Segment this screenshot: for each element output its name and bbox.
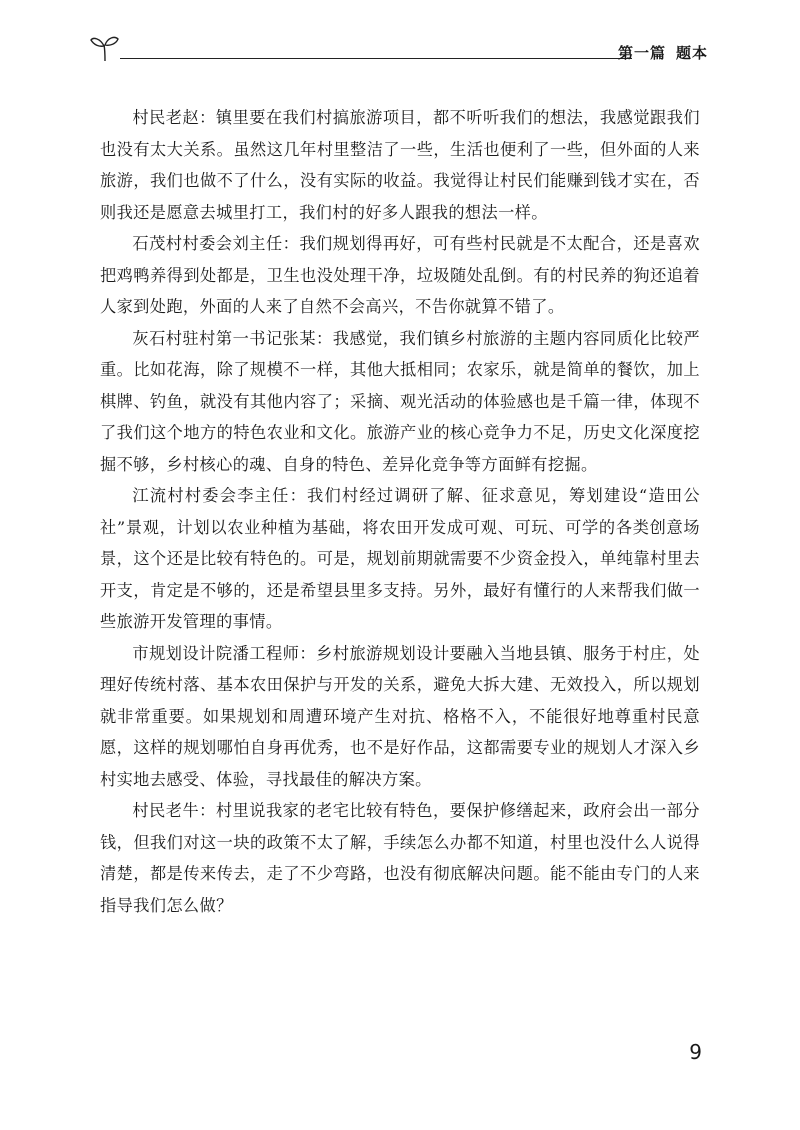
paragraph: 市规划设计院潘工程师：乡村旅游规划设计要融入当地县镇、服务于村庄，处理好传统村落、基本农田保护与开发的关系，避免大拆大建、无效投入，所以规划就非常重要。如果规划和周遭环境产生对抗、格格不入，不能很好地尊重村民意愿，这样的规划哪怕自身再优秀，也不是好作品，这都需要专业的规划人才深入乡村实地去感受、体验，寻找最佳的解决方案。	[100, 643, 700, 789]
running-head-part: 第一篇	[617, 44, 666, 62]
paragraph: 灰石村驻村第一书记张某：我感觉，我们镇乡村旅游的主题内容同质化比较严重。比如花海，除了规模不一样，其他大抵相同；农家乐，就是简单的餐饮，加上棋牌、钓鱼，就没有其他内容了；采摘、观光活动的体验感也是千篇一律，体现不了我们这个地方的特色农业和文化。旅游产业的核心竞争力不足，历史文化深度挖掘不够，乡村核心的魂、自身的特色、差异化竞争等方面鲜有挖掘。	[100, 328, 700, 474]
header-rule	[120, 58, 632, 59]
paragraph: 石茂村村委会刘主任：我们规划得再好，可有些村民就是不太配合，还是喜欢把鸡鸭养得到处都是，卫生也没处理干净，垃圾随处乱倒。有的村民养的狗还追着人家到处跑，外面的人来了自然不会高兴，不告你就算不错了。	[100, 234, 700, 316]
page-header	[82, 30, 708, 70]
running-head	[618, 42, 708, 63]
paragraph: 村民老牛：村里说我家的老宅比较有特色，要保护修缮起来，政府会出一部分钱，但我们对这一块的政策不太了解，手续怎么办都不知道，村里也没什么人说得清楚，都是传来传去，走了不少弯路，也没有彻底解决问题。能不能由专门的人来指导我们怎么做？	[100, 801, 700, 915]
page-number: 9	[689, 1040, 702, 1064]
running-head-title: 题本	[675, 44, 708, 62]
paragraph: 江流村村委会李主任：我们村经过调研了解、征求意见，筹划建设“造田公社”景观，计划以农业种植为基础，将农田开发成可观、可玩、可学的各类创意场景，这个还是比较有特色的。可是，规划前期就需要不少资金投入，单纯靠村里去开支，肯定是不够的，还是希望县里多支持。另外，最好有懂行的人来帮我们做一些旅游开发管理的事情。	[100, 486, 700, 631]
paragraph: 村民老赵：镇里要在我们村搞旅游项目，都不听听我们的想法，我感觉跟我们也没有太大关系。虽然这几年村里整洁了一些，生活也便利了一些，但外面的人来旅游，我们也做不了什么，没有实际的收益。我觉得让村民们能赚到钱才实在，否则我还是愿意去城里打工，我们村的好多人跟我的想法一样。	[100, 108, 700, 222]
sprout-icon	[90, 34, 120, 62]
body-text	[100, 102, 700, 921]
